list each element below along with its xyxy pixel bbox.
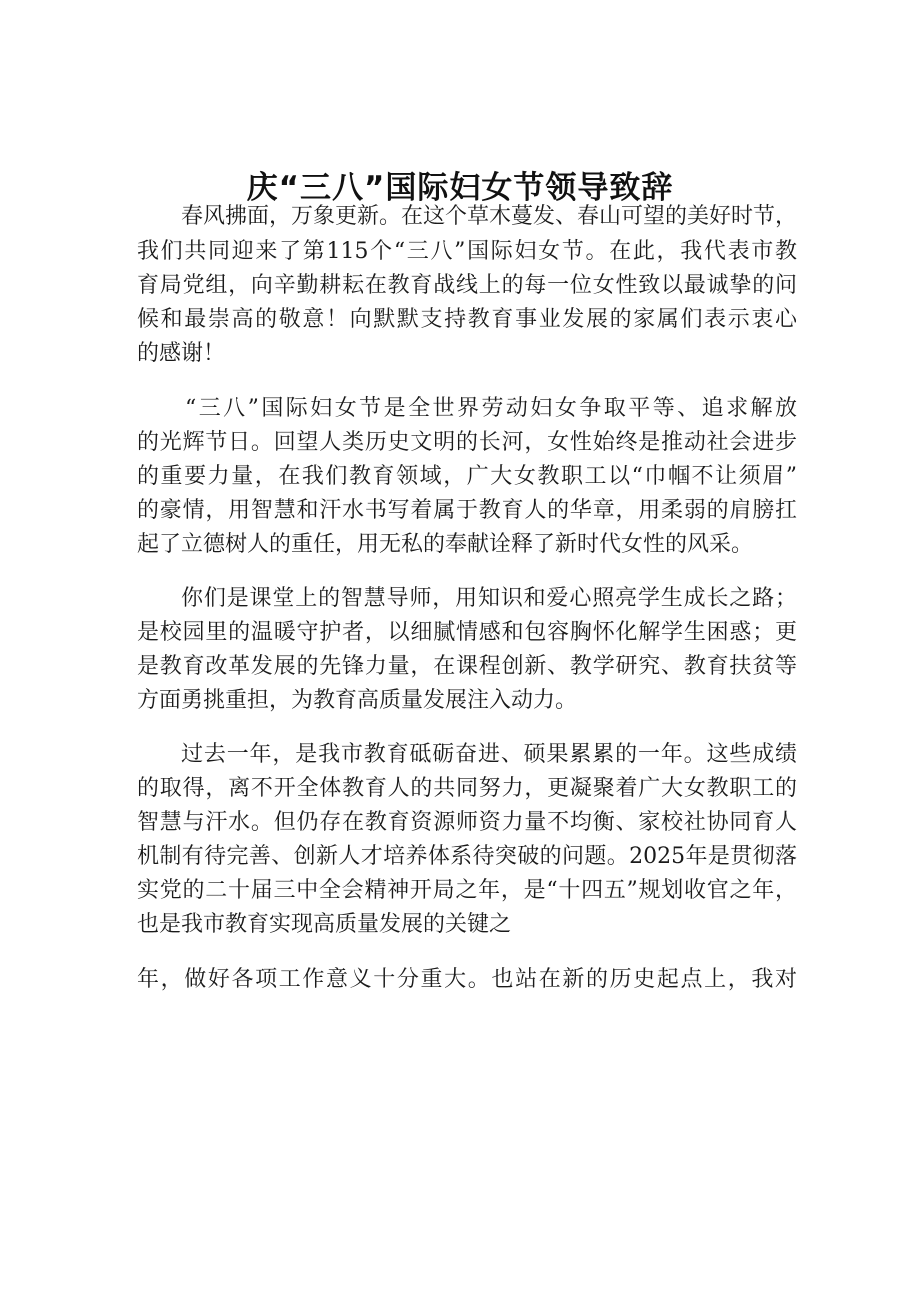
text-line: 智慧与汗水。但仍存在教育资源师资力量不均衡、家校社协同育人 [137, 810, 797, 835]
text-line: 过去一年，是我市教育砥砺奋进、硕果累累的一年。这些成绩 [181, 742, 797, 767]
text-line: “三八”国际妇女节是全世界劳动妇女争取平等、追求解放 [185, 396, 797, 421]
text-line: 候和最崇高的敬意！向默默支持教育事业发展的家属们表示衷心 [137, 307, 797, 332]
text-line: 也是我市教育实现高质量发展的关键之 [137, 912, 512, 937]
text-line: 是校园里的温暖守护者，以细腻情感和包容胸怀化解学生困惑；更 [137, 620, 797, 645]
text-line: 的光辉节日。回望人类历史文明的长河，女性始终是推动社会进步 [137, 430, 797, 455]
text-line: 实党的二十届三中全会精神开局之年，是“十四五”规划收官之年， [137, 878, 797, 903]
text-line: 年，做好各项工作意义十分重大。也站在新的历史起点上，我对 [137, 967, 797, 992]
text-line: 你们是课堂上的智慧导师，用知识和爱心照亮学生成长之路； [181, 586, 797, 611]
text-line: 育局党组，向辛勤耕耘在教育战线上的每一位女性致以最诚挚的问 [137, 273, 797, 298]
text-line: 的感谢！ [137, 341, 226, 366]
text-line: 春风拂面，万象更新。在这个草木蔓发、春山可望的美好时节， [181, 204, 797, 229]
text-line: 起了立德树人的重任，用无私的奉献诠释了新时代女性的风采。 [137, 532, 754, 557]
text-line: 方面勇挑重担，为教育高质量发展注入动力。 [137, 688, 578, 713]
document-title: 庆“三八”国际妇女节领导致辞 [246, 170, 674, 206]
text-line: 机制有待完善、创新人才培养体系待突破的问题。2025年是贯彻落 [137, 844, 797, 869]
text-line: 是教育改革发展的先锋力量，在课程创新、教学研究、教育扶贫等 [137, 654, 797, 679]
text-line: 我们共同迎来了第115个“三八”国际妇女节。在此，我代表市教 [137, 239, 797, 264]
text-line: 的取得，离不开全体教育人的共同努力，更凝聚着广大女教职工的 [137, 776, 797, 801]
text-line: 的豪情，用智慧和汗水书写着属于教育人的华章，用柔弱的肩膀扛 [137, 498, 797, 523]
text-line: 的重要力量，在我们教育领域，广大女教职工以“巾帼不让须眉” [137, 464, 797, 489]
